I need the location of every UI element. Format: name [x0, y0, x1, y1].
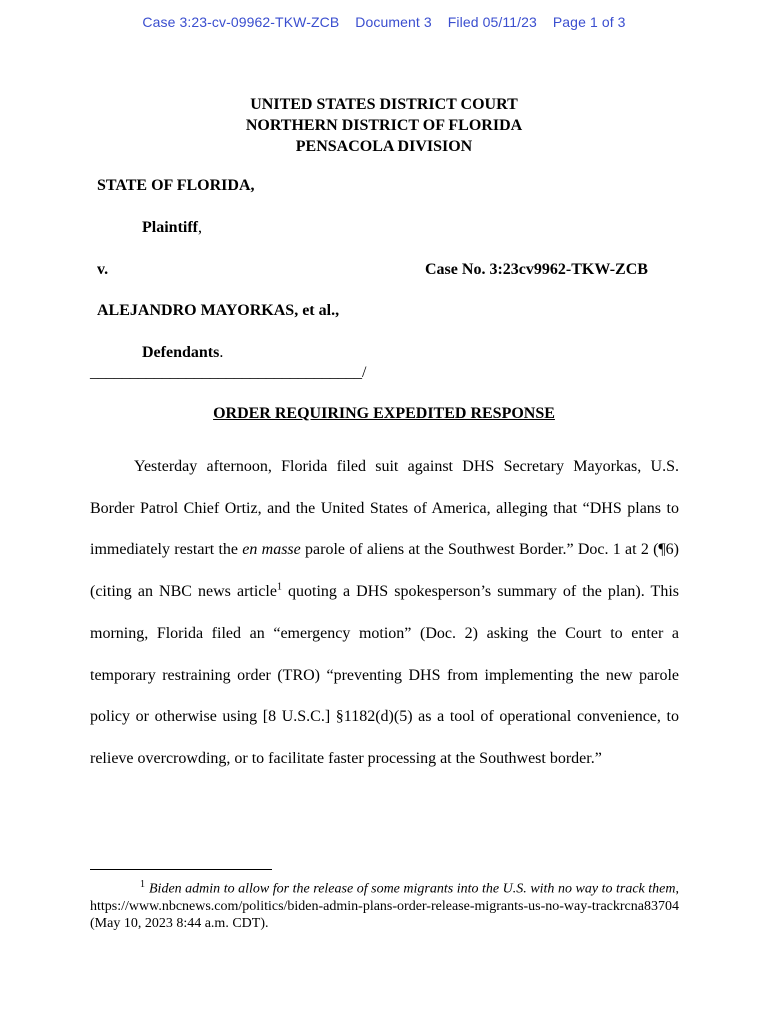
footnote-citation: , https://www.nbcnews.com/politics/biden-admin-plans-order-release-migrants-us-no-way-trackrcna83704 (May 10, 2023 8:44 a.m. CDT). — [90, 881, 679, 931]
body-text-segment: Yesterday afternoon, Florida filed suit against DHS Secretary Mayorkas, U.S. Border Patrol Chief Ortiz, and the United States of America, alleging that “DHS plans to immediately restart the — [90, 458, 679, 559]
court-district: NORTHERN DISTRICT OF FLORIDA — [245, 117, 523, 134]
ecf-header — [0, 14, 768, 30]
footnote-number: 1 — [140, 879, 145, 890]
body-text-segment: quoting a DHS spokesperson’s summary of the plan). This morning, Florida filed an “emergency motion” (Doc. 2) asking the Court to enter a temporary restraining order (TRO) “preventing DHS from implementing the new parole policy or otherwise using [8 U.S.C.] §1182(d)(5) as a tool of operational convenience, to relieve overcrowding, or to facilitate faster processing at the Southwest border.” — [90, 583, 679, 767]
header-document-number: Document 3 — [355, 14, 432, 30]
body-italic-term: en masse — [242, 541, 301, 559]
defendant-label — [142, 344, 223, 362]
defendant-name: ALEJANDRO MAYORKAS, et al., — [97, 302, 340, 319]
court-name: UNITED STATES DISTRICT COURT — [250, 96, 518, 113]
court-heading — [0, 94, 768, 157]
caption-divider: __________________________________/ — [90, 364, 367, 381]
footnote — [90, 876, 679, 932]
defendant-label-period: . — [219, 344, 224, 361]
plaintiff-label — [142, 219, 202, 237]
case-number: Case No. 3:23cv9962-TKW-ZCB — [425, 261, 648, 278]
plaintiff-label-comma: , — [198, 219, 202, 236]
header-case-number: Case 3:23-cv-09962-TKW-ZCB — [142, 14, 340, 30]
body-text-segment: parole of aliens at the Southwest Border.” Doc. 1 at 2 (¶6) (citing an NBC news article — [90, 541, 679, 601]
order-title: ORDER REQUIRING EXPEDITED RESPONSE — [213, 405, 555, 422]
header-filed-date: Filed 05/11/23 — [447, 14, 537, 30]
defendant-label-text: Defendants — [142, 344, 220, 361]
footnote-reference: 1 — [276, 581, 282, 593]
court-division: PENSACOLA DIVISION — [295, 138, 473, 155]
footnote-divider — [90, 869, 272, 870]
versus-label: v. — [97, 261, 109, 278]
order-body — [90, 446, 679, 780]
plaintiff-label-text: Plaintiff — [142, 219, 198, 236]
header-page-count: Page 1 of 3 — [552, 14, 626, 30]
plaintiff-name: STATE OF FLORIDA, — [97, 177, 255, 194]
body-paragraph — [90, 446, 679, 780]
footnote-article-title: Biden admin to allow for the release of some migrants into the U.S. with no way to track them — [149, 881, 676, 897]
